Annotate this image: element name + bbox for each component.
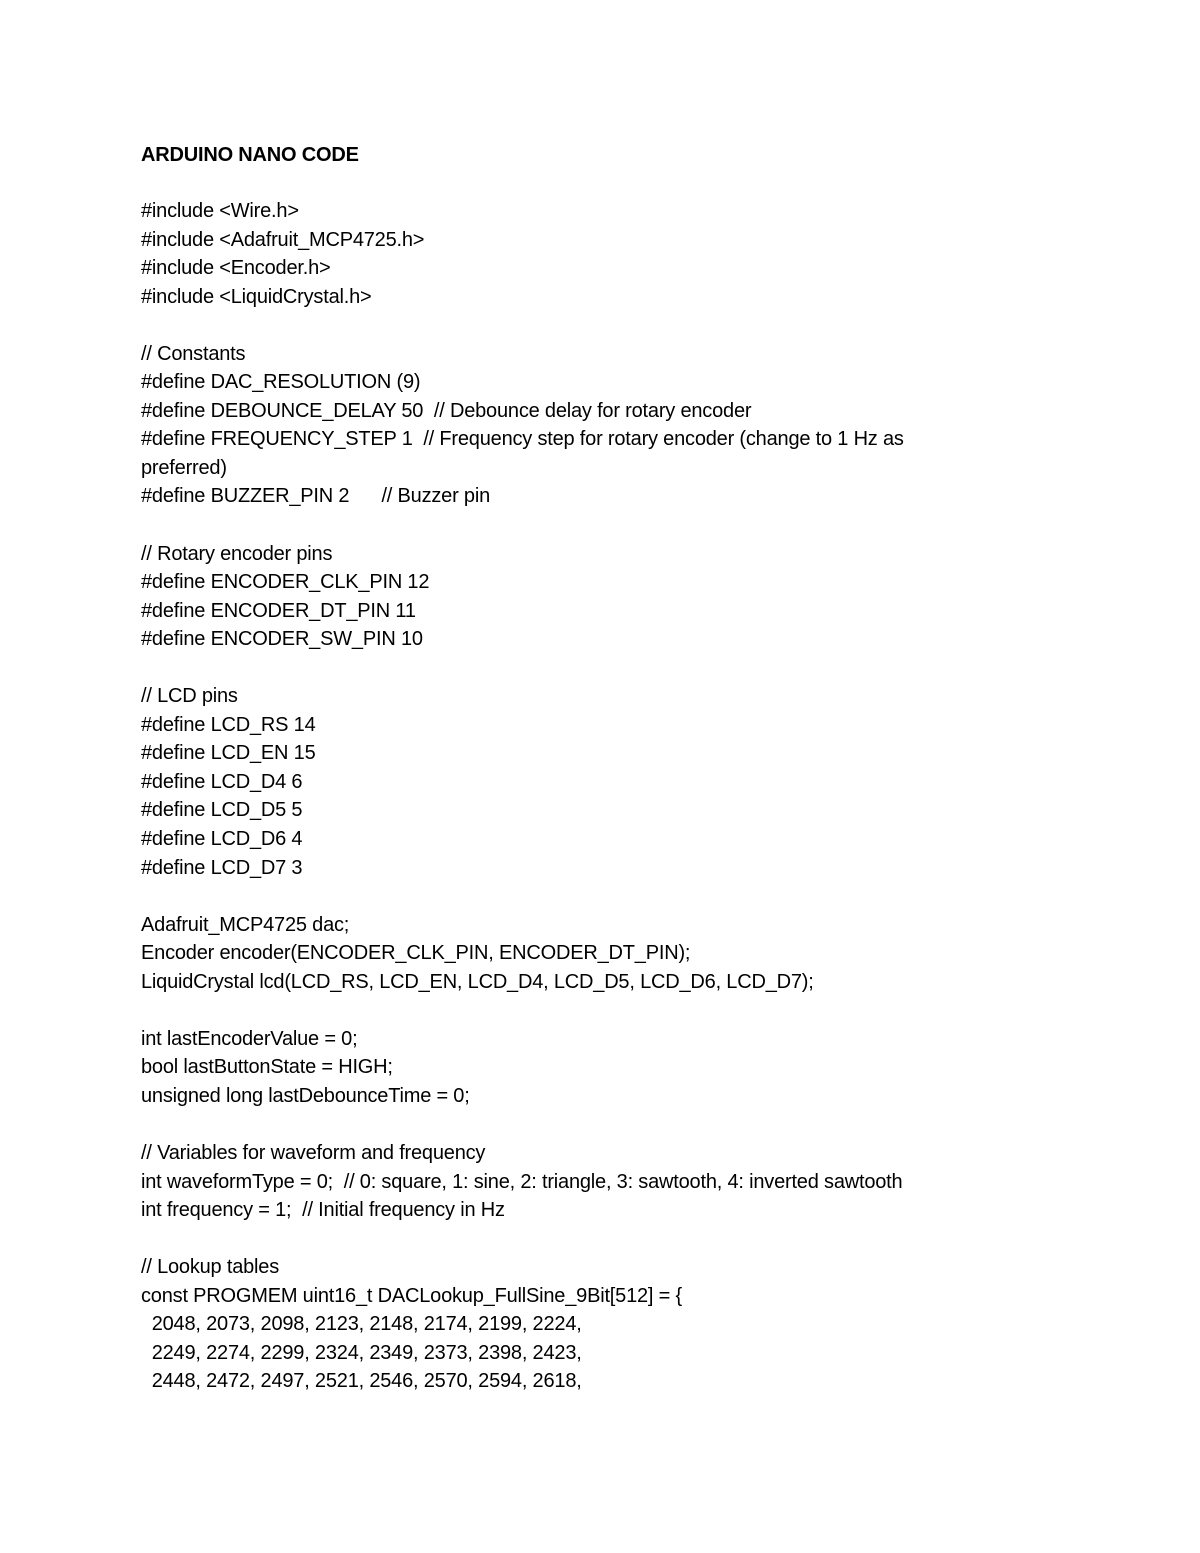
- code-line: #define LCD_D6 4: [141, 828, 303, 851]
- code-line: // Rotary encoder pins: [141, 542, 333, 565]
- code-line: Adafruit_MCP4725 dac;: [141, 913, 350, 936]
- code-line: 2249, 2274, 2299, 2324, 2349, 2373, 2398, 2423,: [141, 1341, 582, 1364]
- code-line: int frequency = 1; // Initial frequency in Hz: [141, 1199, 505, 1222]
- code-line: #define LCD_D7 3: [141, 856, 303, 879]
- code-line: #define ENCODER_DT_PIN 11: [141, 599, 416, 622]
- code-line: [141, 1225, 1041, 1254]
- code-line: int lastEncoderValue = 0;: [141, 1027, 358, 1050]
- code-line: [141, 311, 1041, 340]
- code-line: Encoder encoder(ENCODER_CLK_PIN, ENCODER_DT_PIN);: [141, 942, 691, 965]
- code-line: #include <Wire.h>: [141, 200, 299, 222]
- code-line: [141, 1111, 1041, 1140]
- code-line: [141, 654, 1041, 683]
- code-block: [141, 197, 1041, 1396]
- code-line: #include <Encoder.h>: [141, 257, 331, 280]
- code-line: #define LCD_D5 5: [141, 799, 303, 822]
- code-line: #define ENCODER_CLK_PIN 12: [141, 571, 430, 594]
- code-line: #define LCD_RS 14: [141, 713, 316, 736]
- code-line: #define LCD_D4 6: [141, 770, 303, 793]
- document-title: ARDUINO NANO CODE: [141, 144, 359, 166]
- code-line: preferred): [141, 456, 227, 479]
- code-line: LiquidCrystal lcd(LCD_RS, LCD_EN, LCD_D4, LCD_D5, LCD_D6, LCD_D7);: [141, 970, 814, 993]
- code-line: #include <LiquidCrystal.h>: [141, 285, 372, 308]
- code-line: int waveformType = 0; // 0: square, 1: sine, 2: triangle, 3: sawtooth, 4: inverted sawtooth: [141, 1170, 903, 1193]
- code-line: [141, 882, 1041, 911]
- code-line: #define BUZZER_PIN 2 // Buzzer pin: [141, 485, 491, 508]
- code-line: unsigned long lastDebounceTime = 0;: [141, 1084, 470, 1107]
- code-line: [141, 996, 1041, 1025]
- code-line: // LCD pins: [141, 685, 238, 708]
- code-line: // Constants: [141, 342, 246, 365]
- code-line: bool lastButtonState = HIGH;: [141, 1056, 393, 1079]
- code-line: 2448, 2472, 2497, 2521, 2546, 2570, 2594, 2618,: [141, 1370, 582, 1393]
- code-line: const PROGMEM uint16_t DACLookup_FullSine_9Bit[512] = {: [141, 1284, 682, 1307]
- code-line: [141, 511, 1041, 540]
- code-line: #define DAC_RESOLUTION (9): [141, 371, 421, 394]
- code-line: // Variables for waveform and frequency: [141, 1142, 486, 1165]
- code-line: #define FREQUENCY_STEP 1 // Frequency step for rotary encoder (change to 1 Hz as: [141, 428, 904, 451]
- code-line: // Lookup tables: [141, 1256, 280, 1279]
- code-line: #define ENCODER_SW_PIN 10: [141, 628, 423, 651]
- code-line: 2048, 2073, 2098, 2123, 2148, 2174, 2199, 2224,: [141, 1313, 582, 1336]
- code-line: #define LCD_EN 15: [141, 742, 316, 765]
- code-line: #define DEBOUNCE_DELAY 50 // Debounce delay for rotary encoder: [141, 399, 752, 422]
- code-line: #include <Adafruit_MCP4725.h>: [141, 228, 425, 251]
